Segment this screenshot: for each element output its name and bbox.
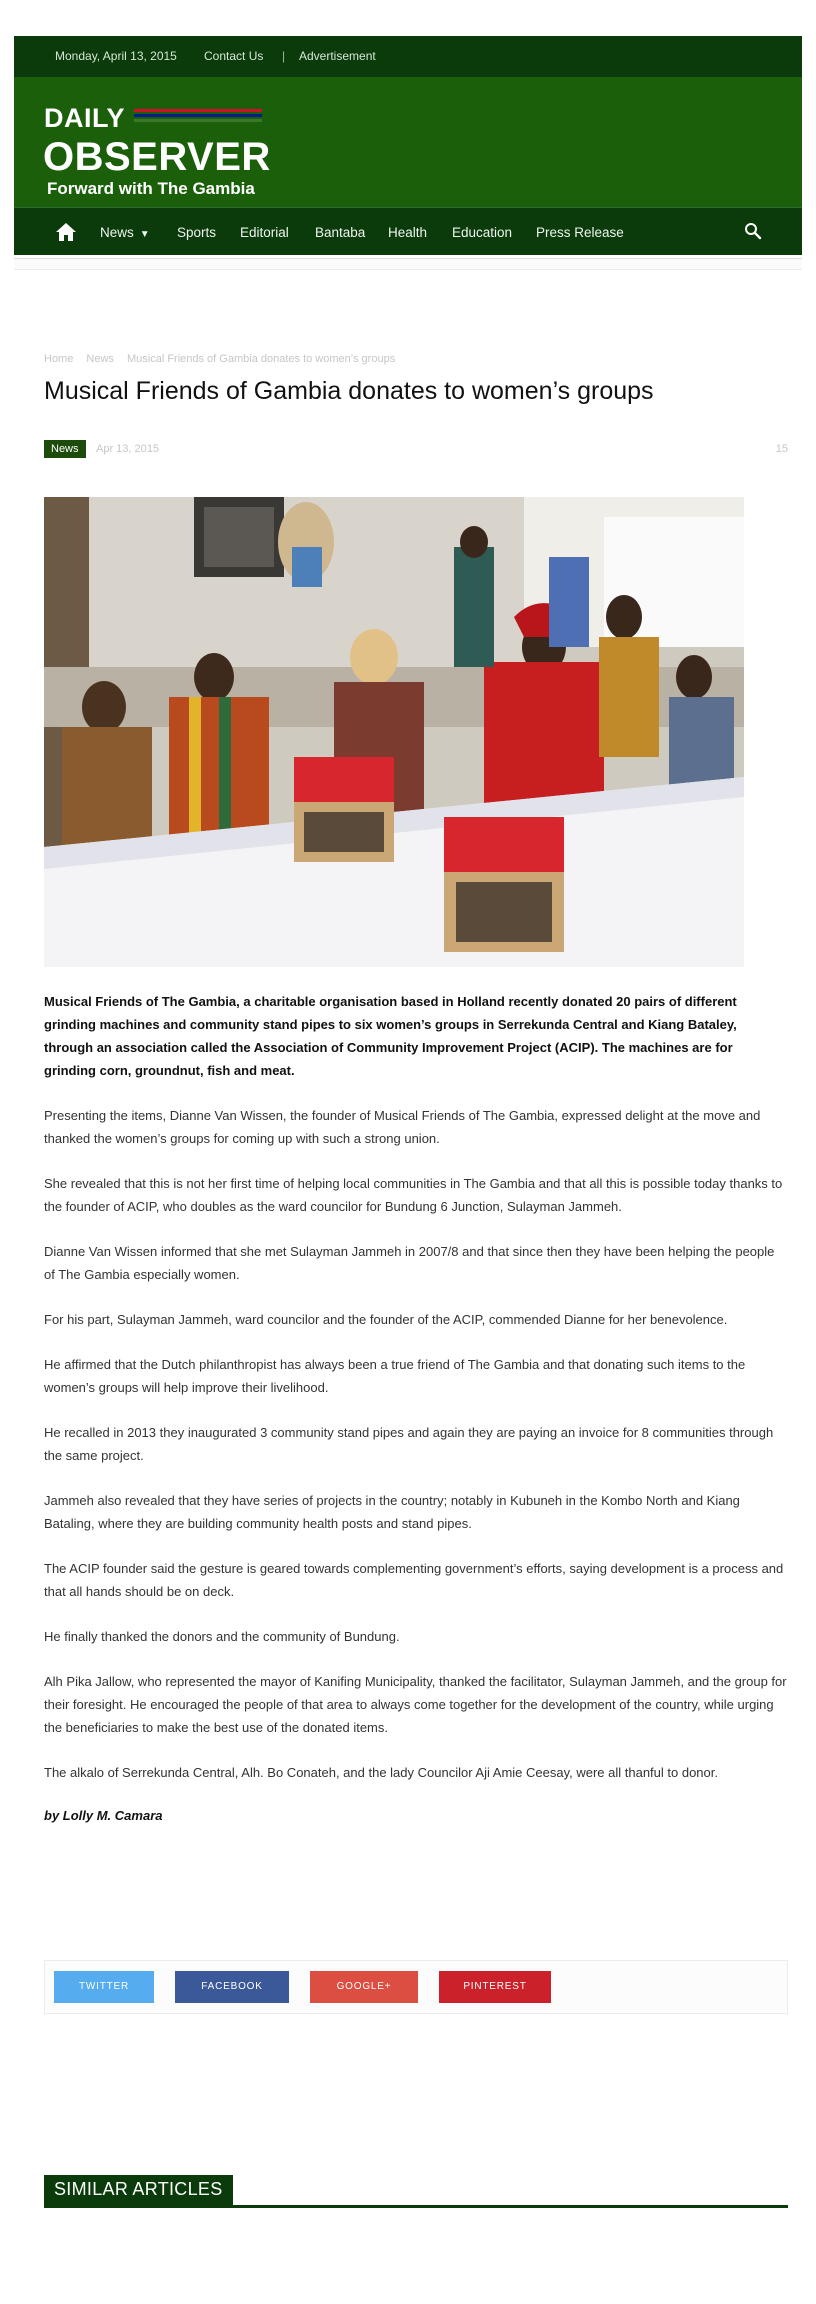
breadcrumb-home[interactable]: Home (44, 353, 74, 365)
article-paragraph: Alh Pika Jallow, who represented the mayor of Kanifing Municipality, thanked the facilitator, Sulayman Jammeh, and the group for their foresight. He encouraged the people of that area to always come together for the development of the country, while urging the beneficiaries to make the best use of the donated items. (44, 1674, 787, 1735)
article-byline: by Lolly M. Camara (44, 1808, 163, 1823)
article-paragraph: Presenting the items, Dianne Van Wissen, the founder of Musical Friends of The Gambia, expressed delight at the move and thanked the women’s groups for coming up with such a strong union. (44, 1108, 761, 1146)
category-badge[interactable]: News (44, 440, 86, 458)
nav-item-news[interactable]: News ▼ (100, 225, 150, 240)
current-date: Monday, April 13, 2015 (55, 49, 177, 63)
article-date: Apr 13, 2015 (96, 443, 159, 455)
article-paragraph: Jammeh also revealed that they have series of projects in the country; notably in Kubuneh in the Kombo North and Kiang Bataling, where they are building community health posts and stand pipes. (44, 1493, 740, 1531)
similar-articles-label: SIMILAR ARTICLES (44, 2175, 233, 2205)
article-paragraph: The alkalo of Serrekunda Central, Alh. Bo Conateh, and the lady Councilor Aji Amie Ceesay, were all thanful to donor. (44, 1765, 718, 1780)
article-paragraph: He recalled in 2013 they inaugurated 3 community stand pipes and again they are paying an invoice for 8 communities through the same project. (44, 1425, 774, 1463)
advertisement-link[interactable]: Advertisement (299, 49, 376, 63)
article-paragraph: He affirmed that the Dutch philanthropist has always been a true friend of The Gambia and that donating such items to the women’s groups will help improve their livelihood. (44, 1357, 746, 1395)
article-meta (44, 440, 788, 460)
logo-tagline: Forward with The Gambia (47, 179, 255, 198)
nav-item-press-release[interactable]: Press Release (536, 225, 624, 240)
logo-observer-text: OBSERVER (43, 135, 271, 179)
contact-us-link[interactable]: Contact Us (204, 49, 264, 63)
breadcrumb-news[interactable]: News (86, 353, 114, 365)
article-lead-paragraph: Musical Friends of The Gambia, a charitable organisation based in Holland recently donated 20 pairs of different grinding machines and community stand pipes to six women’s groups in Serrekunda Central and Kiang Bataley, through an association called the Association of Community Improvement Project (ACIP). The machines are for grinding corn, groundnut, fish and meat. (44, 994, 737, 1078)
home-icon[interactable] (55, 222, 77, 242)
breadcrumb (44, 353, 405, 365)
article-paragraph: For his part, Sulayman Jammeh, ward councilor and the founder of the ACIP, commended Dianne for her benevolence. (44, 1312, 728, 1327)
article-paragraph: Dianne Van Wissen informed that she met Sulayman Jammeh in 2007/8 and that since then they have been helping the people of The Gambia especially women. (44, 1244, 775, 1282)
article-paragraph: He finally thanked the donors and the community of Bundung. (44, 1629, 400, 1644)
nav-shadow-divider (14, 258, 802, 270)
nav-item-education[interactable]: Education (452, 225, 513, 240)
nav-item-sports[interactable]: Sports (177, 225, 217, 240)
share-bar (44, 1960, 788, 2014)
similar-articles-header (44, 2175, 788, 2208)
article-photo (44, 497, 744, 967)
nav-item-bantaba[interactable]: Bantaba (315, 225, 366, 240)
site-header (14, 77, 802, 207)
article-paragraph: The ACIP founder said the gesture is geared towards complementing government’s efforts, saying development is a process and that all hands should be on deck. (44, 1561, 784, 1599)
share-facebook-button[interactable]: FACEBOOK (175, 1971, 289, 2003)
article-body (44, 990, 788, 1849)
top-bar (14, 36, 802, 77)
share-googleplus-button[interactable]: GOOGLE+ (310, 1971, 418, 2003)
view-count: 15 (775, 443, 788, 455)
gambia-flag-stripes (134, 109, 262, 127)
share-pinterest-button[interactable]: PINTEREST (439, 1971, 551, 2003)
nav-item-health[interactable]: Health (388, 225, 428, 240)
search-icon[interactable] (744, 222, 762, 240)
nav-item-editorial[interactable]: Editorial (240, 225, 289, 240)
logo-daily-text: DAILY (44, 103, 126, 133)
main-nav (14, 207, 802, 255)
article-paragraph: She revealed that this is not her first time of helping local communities in The Gambia and that all this is possible today thanks to the founder of ACIP, who doubles as the ward councilor for Bundung 6 Junction, Sulayman Jammeh. (44, 1176, 783, 1214)
chevron-down-icon: ▼ (139, 229, 150, 240)
share-twitter-button[interactable]: TWITTER (54, 1971, 154, 2003)
breadcrumb-current: Musical Friends of Gambia donates to women’s groups (126, 353, 396, 365)
article-title: Musical Friends of Gambia donates to women’s groups (44, 377, 654, 405)
topbar-separator: | (282, 49, 286, 63)
